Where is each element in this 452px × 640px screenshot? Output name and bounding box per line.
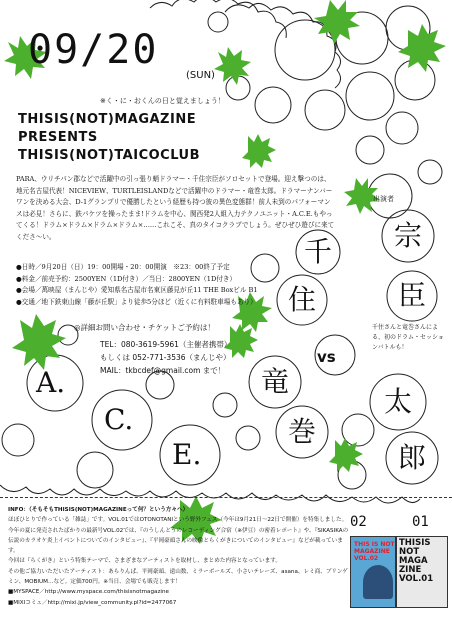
contact-tel2: もしくは 052-771-3536（まんじや） bbox=[100, 353, 231, 362]
performer-char: 千 bbox=[304, 235, 333, 268]
magazine-cover-vol02 bbox=[350, 536, 396, 608]
cover-vol02-title: THIS IS NOT MAGAZINE VOL.02 bbox=[354, 541, 395, 562]
performer-char: A. bbox=[36, 366, 66, 399]
detail-datetime: ●日時／9月20日（日）19：00開場・20：00開演 ※23：00終了予定 bbox=[16, 263, 230, 271]
performer-char: 郎 bbox=[398, 441, 427, 474]
performer-char: C. bbox=[104, 403, 134, 436]
presenter-title: THISIS(NOT)MAGAZINE bbox=[18, 112, 197, 127]
performer-char: 臣 bbox=[398, 279, 427, 312]
performer-char: 太 bbox=[384, 385, 413, 418]
presents-label: PRESENTS bbox=[18, 130, 98, 145]
performer-char: 巻 bbox=[288, 415, 317, 448]
issue-01-label: 01 bbox=[412, 514, 429, 530]
performer-char: 竜 bbox=[261, 365, 290, 398]
contact-block bbox=[74, 321, 231, 377]
detail-access: ●交通／地下鉄東山線「藤が丘駅」より徒歩5分ほど（近くに有料駐車場もあり） bbox=[16, 297, 257, 306]
info-paragraph: ほぼひとりで作っている「雑誌」です。VOL.01ではOTONOTANIという野外フェス（今年は9月21日～22日で開催）を特集しました。今年の夏に発売されたばかりの最新号VOL.02では、『のうしんとうのレコーディング合宿（※伊豆）の密着レポート』や、『SIKASIKAの伝説のカラオケ炎上イベントについてのインタビュー』、『平岡豪頭さんの映像とらくがきについてのインタビュー』などが載っています。 bbox=[8, 517, 349, 555]
info-heading: INFO：（そもそもTHISIS(NOT)MAGAZINEって何？という方々へ） bbox=[8, 507, 189, 513]
cast-label: 出演者 bbox=[373, 195, 394, 203]
cover-vol01-title: THISIS NOT MAGA ZINE VOL.01 bbox=[399, 538, 434, 584]
event-details bbox=[16, 262, 258, 308]
myspace-link[interactable]: ■MYSPACE／http://www.myspace.com/thisisnotmagazine bbox=[8, 589, 169, 596]
performer-char: E. bbox=[172, 438, 202, 471]
event-title: THISIS(NOT)TAICOCLUB bbox=[18, 148, 201, 163]
performer-char: 住 bbox=[288, 283, 317, 316]
section-divider bbox=[0, 497, 452, 498]
detail-venue: ●会場／萬映屋（まんじや）愛知県名古屋市名東区藤見が丘11 THE Boxビル B1 bbox=[16, 286, 258, 295]
info-paragraph: その他ご協力いただいたアーティスト：あらりんぱ、平岡豪頭、遠山数、ミラーボールズ、小さいテレーズ、asana、レミ商、ブリンゲミン、MOBIUM…など。定価700円。※当日、会場でも販売します！ bbox=[8, 568, 348, 586]
cover-figure-image bbox=[363, 565, 393, 599]
mixi-link[interactable]: ■MIXIコミュ／http://mixi.jp/view_community.pl?id=2477067 bbox=[8, 599, 177, 606]
date-memo: ※く・に・おくんの日と覚えましょう！ bbox=[100, 97, 225, 105]
contact-heading: ◎詳細お問い合わせ・チケットご予約は！ bbox=[74, 323, 215, 332]
contact-tel: TEL：080-3619-5961（主催者携帯） bbox=[100, 340, 232, 349]
contact-mail: MAIL：tkbcdef@gmail.com まで！ bbox=[100, 366, 226, 375]
info-paragraph: 今回は『らくがき』という特集テーマで、さまざまなアーティストを取材し、まとめた内容となっています。 bbox=[8, 558, 281, 565]
issue-02-label: 02 bbox=[350, 514, 367, 530]
magazine-info bbox=[8, 505, 350, 608]
vs-label: vs bbox=[317, 348, 336, 366]
detail-price: ●料金／前売予約：2500YEN（1D付き）／当日：2800YEN（1D付き） bbox=[16, 274, 237, 283]
performer-char: 宗 bbox=[394, 219, 423, 252]
event-date: 09/20 bbox=[28, 27, 159, 73]
event-weekday: (SUN) bbox=[186, 70, 215, 81]
magazine-cover-vol01 bbox=[396, 536, 448, 608]
event-intro: PARA、ウリチパン郡などで活躍中の引っ張り蛸ドラマー・千住宗臣がソロセットで登場。迎え撃つのは、地元名古屋代表！NICEVIEW、TURTLEISLANDなどで活躍中のドラマー・竜巻太郎。ドラマーナンバーワンを決める大会、D-1グランプリで優勝したという経歴も持つ彼の異色変態群！前人未到のパフォーマンスは必見！さらに、鉄パケツを操ったまま!ドラムを中心、関西発2人組入力テクノユニット・A.C.E.もやってくる！ドラム×ドラム×ドラム×ドラム×……これこそ、真のタイコクラブでしょう。ぜひぜひ遊びに来てくださ～い。 bbox=[16, 175, 335, 241]
performer-note: 千住さんと竜巻さんによる、初のドラム・セッションバトルも！ bbox=[372, 324, 444, 351]
